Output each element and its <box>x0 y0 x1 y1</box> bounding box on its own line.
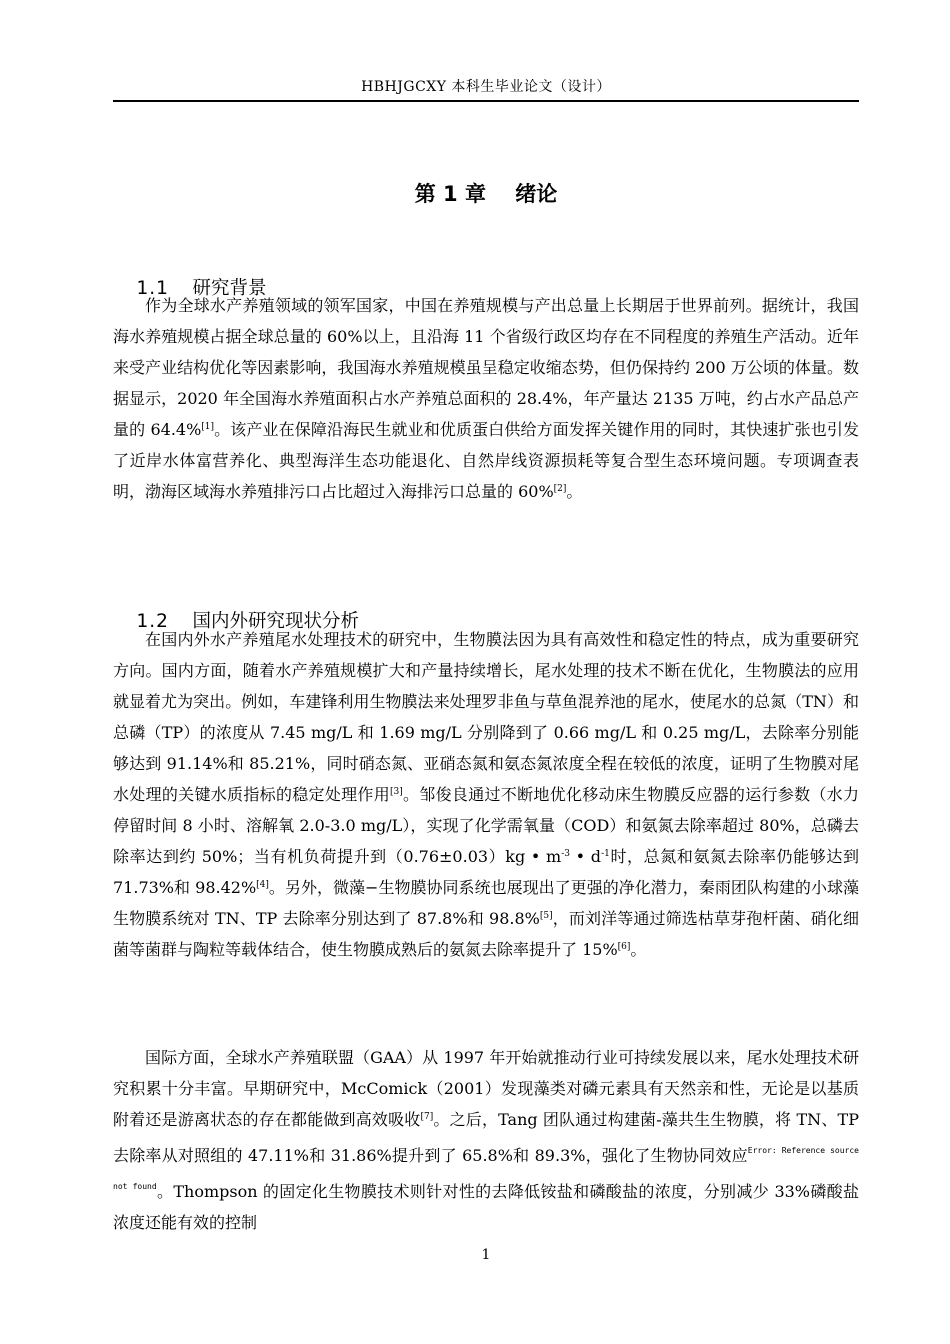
section-number: 1.1 <box>136 278 169 299</box>
citation-superscript: -1 <box>601 849 610 859</box>
citation-superscript: [7] <box>420 1112 434 1122</box>
citation-superscript: [3] <box>390 787 403 797</box>
paragraph-text-run: 。 <box>566 482 583 501</box>
reference-error-text: Error: Reference source not found <box>113 1146 859 1191</box>
header-rule <box>113 100 859 102</box>
paragraph-text-run: ，而刘洋等通过筛选枯草芽孢杆菌、硝化细菌等菌群与陶粒等载体结合，使生物膜成熟后的氨氮去除率提升了 15% <box>113 909 859 959</box>
section-number: 1.2 <box>136 611 169 632</box>
running-header: HBHJGCXY 本科生毕业论文（设计） <box>361 79 611 95</box>
paragraph-text-run: 。该产业在保障沿海民生就业和优质蛋白供给方面发挥关键作用的同时，其快速扩张也引发了近岸水体富营养化、典型海洋生态功能退化、自然岸线资源损耗等复合型生态环境问题。专项调查表明，渤海区域海水养殖排污口占比超过入海排污口总量的 60% <box>113 420 859 501</box>
paragraph-text-run: 在国内外水产养殖尾水处理技术的研究中，生物膜法因为具有高效性和稳定性的特点，成为重要研究方向。国内方面，随着水产养殖规模扩大和产量持续增长，尾水处理的技术不断在优化，生物膜法的应用就显着尤为突出。例如，车建锋利用生物膜法来处理罗非鱼与草鱼混养池的尾水，使尾水的总氮（TN）和总磷（TP）的浓度从 7.45 mg/L 和 1.69 mg/L 分别降到了 0.66 mg/L 和 0.25 mg/L，去除率分别能够达到 91.14%和 85.21%，同时硝态氮、亚硝态氮和氨态氮浓度全程在较低的浓度，证明了生物膜对尾水处理的关键水质指标的稳定处理作用 <box>113 630 859 804</box>
paragraph-text-run: 。Thompson 的固定化生物膜技术则针对性的去降低铵盐和磷酸盐的浓度，分别减少 33%磷酸盐浓度还能有效的控制 <box>113 1182 859 1232</box>
citation-superscript: [4] <box>256 880 269 890</box>
paragraph-text-run: 。邹俊良通过不断地优化移动床生物膜反应器的运行参数（水力停留时间 8 小时、溶解氧 2.0-3.0 mg/L），实现了化学需氧量（COD）和氨氮去除率超过 80%，总磷去除率达到约 50%；当有机负荷提升到（0.76±0.03）kg • m <box>113 785 859 866</box>
section-title: 研究背景 <box>192 278 267 299</box>
paragraph-text-run: 作为全球水产养殖领域的领军国家，中国在养殖规模与产出总量上长期居于世界前列。据统计，我国海水养殖规模占据全球总量的 60%以上，且沿海 11 个省级行政区均存在不同程度的养殖生产活动。近年来受产业结构优化等因素影响，我国海水养殖规模虽呈稳定收缩态势，但仍保持约 200 万公顷的体量。数据显示，2020 年全国海水养殖面积占水产养殖总面积的 28.4%，年产量达 2135 万吨，约占水产品总产量的 64.4% <box>113 296 859 439</box>
section-title: 国内外研究现状分析 <box>192 611 359 632</box>
page-number: 1 <box>481 1247 491 1263</box>
paragraph-text-run: 。另外，微藻−生物膜协同系统也展现出了更强的净化潜力，秦雨团队构建的小球藻生物膜系统对 TN、TP 去除率分别达到了 87.8%和 98.8% <box>113 878 859 928</box>
paragraph-text-run: 时，总氮和氨氮去除率仍能够达到 71.73%和 98.42% <box>113 847 859 897</box>
paragraph-text-run: 。 <box>630 940 647 959</box>
citation-superscript: [2] <box>553 484 567 494</box>
paragraph-domestic-research <box>113 624 859 965</box>
paragraph-international-research <box>113 1042 859 1238</box>
paragraph-text-run: 。之后，Tang 团队通过构建菌-藻共生生物膜，将 TN、TP 去除率从对照组的 47.11%和 31.86%提升到了 65.8%和 89.3%，强化了生物协同效应 <box>113 1110 859 1165</box>
paragraph-background <box>113 290 859 507</box>
citation-superscript: -3 <box>561 849 570 859</box>
citation-superscript: [1] <box>201 422 215 432</box>
chapter-title: 第 1 章 绪论 <box>414 182 558 206</box>
paragraph-text-run: • d <box>569 847 602 866</box>
citation-superscript: [6] <box>617 942 631 952</box>
paragraph-text-run: 国际方面，全球水产养殖联盟（GAA）从 1997 年开始就推动行业可持续发展以来，尾水处理技术研究积累十分丰富。早期研究中，McComick（2001）发现藻类对磷元素具有天然亲和性，无论是以基质附着还是游离状态的存在都能做到高效吸收 <box>113 1048 859 1129</box>
citation-superscript: [5] <box>539 911 553 921</box>
